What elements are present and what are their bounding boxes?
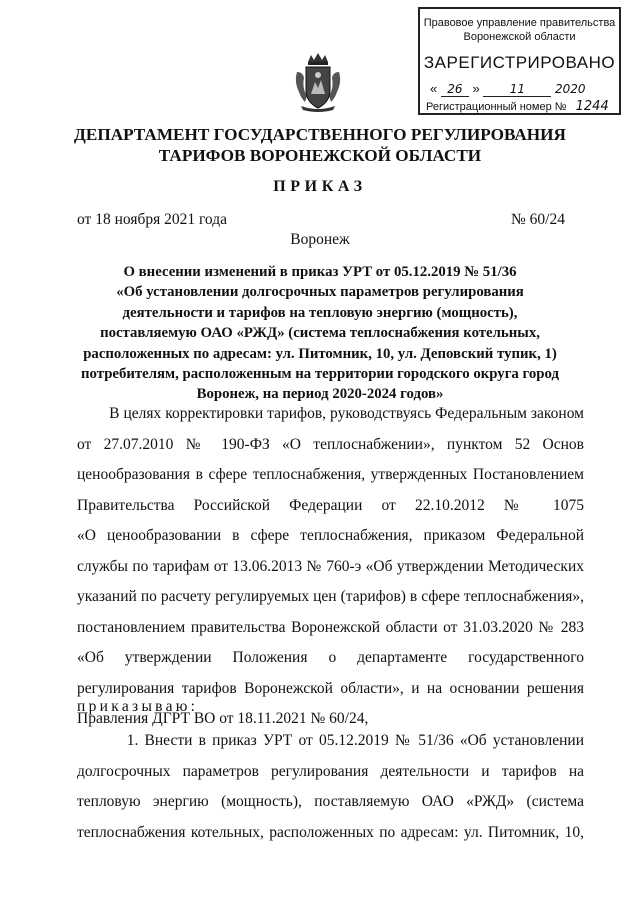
paragraph-line: В целях корректировки тарифов, руководствуясь Федеральным законом [77,405,584,422]
department-title-line1: ДЕПАРТАМЕНТ ГОСУДАРСТВЕННОГО РЕГУЛИРОВАНИЯ [74,125,566,144]
stamp-date-close-quote: » [472,81,480,96]
subject-line: Воронеж, на период 2020-2024 годов» [196,386,444,403]
paragraph-line: от 27.07.2010 № 190-ФЗ «О теплоснабжении», пунктом 52 Основ [77,435,584,453]
stamp-registration-number [426,99,615,115]
paragraph-line: «О ценообразовании в сфере теплоснабжения, приказом Федеральной [77,527,584,545]
stamp-organization-line2: Воронежской области [463,31,576,43]
stamp-date-year: 2020 [554,82,586,96]
stamp-organization-line1: Правовое управление правительства [423,17,616,29]
paragraph-line: указаний по расчету регулируемых цен (тарифов) в сфере теплоснабжения», [77,588,584,606]
paragraph-line: 1. Внести в приказ УРТ от 05.12.2019 № 51/36 «Об установлении [77,732,584,749]
document-number: № 60/24 [511,211,565,228]
document-city: Воронеж [290,231,350,248]
stamp-reg-label: Регистрационный номер № [426,101,567,113]
paragraph-line: ценообразования в сфере теплоснабжения, утвержденных Постановлением [77,466,584,484]
paragraph-line: теплоснабжения котельных, расположенных по адресам: ул. Питомник, 10, [77,823,584,841]
stamp-registered-label: ЗАРЕГИСТРИРОВАНО [423,53,616,72]
order-word: приказываю: [77,698,199,715]
stamp-date-month: 11 [483,82,551,97]
stamp-date-day: 26 [441,82,469,97]
item-1-paragraph [77,726,584,848]
paragraph-line: Правления ДГРТ ВО от 18.11.2021 № 60/24, [77,710,369,728]
stamp-reg-number: 1244 [570,99,615,115]
subject-line: расположенных по адресам: ул. Питомник, 10, ул. Деповский тупик, 1) [83,345,557,362]
preamble-paragraph [77,399,584,735]
document-type-heading: ПРИКАЗ [273,178,367,195]
registration-stamp [418,7,621,115]
department-title-line2: ТАРИФОВ ВОРОНЕЖСКОЙ ОБЛАСТИ [158,146,482,165]
document-subject [0,262,640,405]
paragraph-line: постановлением правительства Воронежской области от 31.03.2020 № 283 [77,618,584,636]
stamp-date-open-quote: « [430,81,438,96]
subject-line: О внесении изменений в приказ УРТ от 05.12.2019 № 51/36 [123,264,517,280]
paragraph-line: «Об утверждении Положения о департаменте государственного [77,649,584,667]
paragraph-line: тепловую энергию (мощность), поставляемую ОАО «РЖД» (система [77,793,584,811]
paragraph-line: Правительства Российской Федерации от 22.10.2012 № 1075 [77,496,584,514]
subject-line: поставляемую ОАО «РЖД» (система теплоснабжения котельных, [100,325,540,342]
paragraph-line: долгосрочных параметров регулирования деятельности и тарифов на [77,762,584,780]
stamp-date [430,81,586,97]
paragraph-line: регулирования тарифов Воронежской области», и на основании решения [77,679,584,697]
coat-of-arms-icon [293,52,343,112]
subject-line: деятельности и тарифов на тепловую энергию (мощность), [122,304,518,321]
subject-line: «Об установлении долгосрочных параметров регулирования [116,284,524,301]
document-date: от 18 ноября 2021 года [77,211,228,228]
paragraph-line: службы по тарифам от 13.06.2013 № 760-э «Об утверждении Методических [77,557,584,575]
subject-line: потребителям, расположенным на территории городского округа город [81,366,559,383]
